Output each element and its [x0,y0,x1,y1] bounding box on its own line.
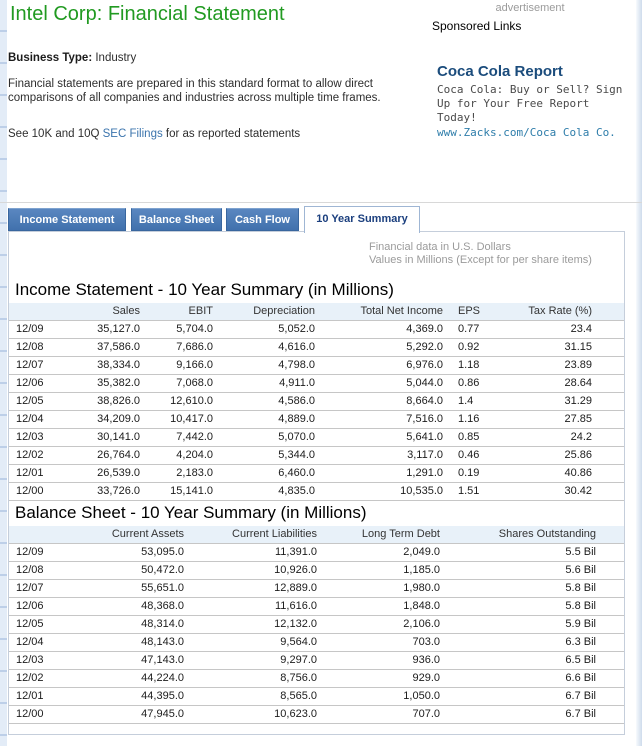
value-cell: 24.2 [503,429,624,447]
table-row [9,670,624,688]
business-type-value: Industry [95,52,137,64]
value-cell: 1,291.0 [315,465,443,483]
value-cell: 5,052.0 [213,321,315,339]
value-cell: 8,756.0 [184,670,317,688]
value-cell: 6,976.0 [315,357,443,375]
ad-body-line: Up for Your Free Report [437,97,590,110]
value-cell: 936.0 [317,652,440,670]
value-cell: 0.85 [443,429,503,447]
value-cell: 47,945.0 [57,706,184,724]
column-header: Total Net Income [315,303,443,321]
value-cell: 9,297.0 [184,652,317,670]
value-cell: 1.16 [443,411,503,429]
sec-filings-row [8,128,300,140]
value-cell: 0.46 [443,447,503,465]
column-header: Long Term Debt [317,526,440,544]
table-row [9,465,624,483]
year-cell: 12/03 [9,429,57,447]
value-cell: 7,442.0 [140,429,213,447]
column-header: Sales [57,303,140,321]
year-cell: 12/07 [9,580,57,598]
value-cell: 6.7 Bil [440,688,624,706]
value-cell: 38,826.0 [57,393,140,411]
data-notes [369,241,624,267]
tab-balance-sheet[interactable]: Balance Sheet [131,208,222,231]
year-cell: 12/01 [9,688,57,706]
value-cell: 5,641.0 [315,429,443,447]
business-type-row [8,52,136,64]
value-cell: 4,835.0 [213,483,315,501]
table-row [9,652,624,670]
value-cell: 6.7 Bil [440,706,624,724]
description-text [8,77,381,105]
tab-income-statement[interactable]: Income Statement [8,208,126,231]
table-row [9,562,624,580]
value-cell: 6.5 Bil [440,652,624,670]
description-line: Financial statements are prepared in this standard format to allow direct [8,78,373,90]
column-header: Current Assets [57,526,184,544]
value-cell: 5.8 Bil [440,598,624,616]
value-cell: 10,417.0 [140,411,213,429]
value-cell: 5.5 Bil [440,544,624,562]
year-cell: 12/08 [9,562,57,580]
year-cell: 12/02 [9,670,57,688]
value-cell: 10,926.0 [184,562,317,580]
table-row [9,688,624,706]
table-row [9,429,624,447]
value-cell: 9,564.0 [184,634,317,652]
balance-sheet-table [9,526,624,724]
value-cell: 26,539.0 [57,465,140,483]
value-cell: 12,132.0 [184,616,317,634]
value-cell: 1,185.0 [317,562,440,580]
value-cell: 44,224.0 [57,670,184,688]
column-header: Tax Rate (%) [503,303,624,321]
value-cell: 4,586.0 [213,393,315,411]
ad-title-link[interactable]: Coca Cola Report [437,63,563,80]
value-cell: 44,395.0 [57,688,184,706]
year-cell: 12/06 [9,375,57,393]
value-cell: 31.15 [503,339,624,357]
table-row [9,339,624,357]
sponsored-ad [437,63,635,139]
value-cell: 50,472.0 [57,562,184,580]
year-cell: 12/00 [9,483,57,501]
value-cell: 4,204.0 [140,447,213,465]
value-cell: 48,314.0 [57,616,184,634]
value-cell: 1,848.0 [317,598,440,616]
value-cell: 40.86 [503,465,624,483]
table-row [9,375,624,393]
sec-filings-link[interactable]: SEC Filings [102,128,163,140]
value-cell: 4,911.0 [213,375,315,393]
value-cell: 25.86 [503,447,624,465]
sec-filings-prefix: See 10K and 10Q [8,128,100,140]
value-cell: 9,166.0 [140,357,213,375]
value-cell: 5.6 Bil [440,562,624,580]
value-cell: 5,344.0 [213,447,315,465]
income-statement-heading: Income Statement - 10 Year Summary (in Millions) [15,280,394,299]
value-cell: 1.18 [443,357,503,375]
divider [0,202,642,203]
page-title: Intel Corp: Financial Statement [10,3,285,25]
value-cell: 703.0 [317,634,440,652]
value-cell: 6,460.0 [213,465,315,483]
value-cell: 23.89 [503,357,624,375]
value-cell: 15,141.0 [140,483,213,501]
value-cell: 4,798.0 [213,357,315,375]
value-cell: 1,980.0 [317,580,440,598]
value-cell: 11,616.0 [184,598,317,616]
value-cell: 1,050.0 [317,688,440,706]
value-cell: 0.92 [443,339,503,357]
year-cell: 12/01 [9,465,57,483]
page-right-edge [636,0,642,746]
year-cell: 12/07 [9,357,57,375]
value-cell: 30.42 [503,483,624,501]
year-cell: 12/00 [9,706,57,724]
table-row [9,706,624,724]
year-cell: 12/06 [9,598,57,616]
value-cell: 28.64 [503,375,624,393]
year-cell: 12/05 [9,616,57,634]
table-row [9,393,624,411]
value-cell: 7,068.0 [140,375,213,393]
value-cell: 4,889.0 [213,411,315,429]
value-cell: 2,183.0 [140,465,213,483]
table-row [9,616,624,634]
value-cell: 8,664.0 [315,393,443,411]
value-cell: 5,070.0 [213,429,315,447]
column-header [9,526,57,544]
value-cell: 5,704.0 [140,321,213,339]
ad-body-line: Coca Cola: Buy or Sell? Sign [437,83,623,96]
content-panel [8,231,625,735]
value-cell: 48,368.0 [57,598,184,616]
column-header: EPS [443,303,503,321]
value-cell: 12,889.0 [184,580,317,598]
value-cell: 6.3 Bil [440,634,624,652]
column-header: Current Liabilities [184,526,317,544]
year-cell: 12/09 [9,321,57,339]
balance-sheet-heading: Balance Sheet - 10 Year Summary (in Millions) [15,503,367,522]
value-cell: 3,117.0 [315,447,443,465]
value-cell: 5.8 Bil [440,580,624,598]
value-cell: 34,209.0 [57,411,140,429]
note-line: Values in Millions (Except for per share items) [369,254,592,266]
value-cell: 5.9 Bil [440,616,624,634]
table-header-row [9,526,624,544]
value-cell: 12,610.0 [140,393,213,411]
value-cell: 1.4 [443,393,503,411]
value-cell: 35,382.0 [57,375,140,393]
value-cell: 8,565.0 [184,688,317,706]
value-cell: 55,651.0 [57,580,184,598]
note-line: Financial data in U.S. Dollars [369,241,511,253]
value-cell: 53,095.0 [57,544,184,562]
column-header: Shares Outstanding [440,526,624,544]
column-header: EBIT [140,303,213,321]
table-row [9,598,624,616]
value-cell: 7,516.0 [315,411,443,429]
value-cell: 11,391.0 [184,544,317,562]
table-row [9,321,624,339]
table-header-row [9,303,624,321]
year-cell: 12/09 [9,544,57,562]
value-cell: 4,369.0 [315,321,443,339]
table-row [9,483,624,501]
table-row [9,634,624,652]
table-row [9,544,624,562]
value-cell: 33,726.0 [57,483,140,501]
year-cell: 12/04 [9,411,57,429]
year-cell: 12/02 [9,447,57,465]
table-row [9,580,624,598]
value-cell: 5,292.0 [315,339,443,357]
value-cell: 48,143.0 [57,634,184,652]
tab-10-year-summary[interactable]: 10 Year Summary [304,206,420,233]
year-cell: 12/05 [9,393,57,411]
value-cell: 27.85 [503,411,624,429]
value-cell: 10,623.0 [184,706,317,724]
value-cell: 23.4 [503,321,624,339]
value-cell: 37,586.0 [57,339,140,357]
value-cell: 7,686.0 [140,339,213,357]
table-row [9,357,624,375]
value-cell: 6.6 Bil [440,670,624,688]
year-cell: 12/03 [9,652,57,670]
value-cell: 5,044.0 [315,375,443,393]
year-cell: 12/08 [9,339,57,357]
value-cell: 929.0 [317,670,440,688]
value-cell: 4,616.0 [213,339,315,357]
value-cell: 0.19 [443,465,503,483]
value-cell: 0.77 [443,321,503,339]
column-header [9,303,57,321]
value-cell: 1.51 [443,483,503,501]
column-header: Depreciation [213,303,315,321]
table-row [9,447,624,465]
value-cell: 10,535.0 [315,483,443,501]
income-statement-table [9,303,624,501]
ad-body [437,83,635,125]
value-cell: 26,764.0 [57,447,140,465]
advertisement-label: advertisement [495,2,565,14]
table-row [9,411,624,429]
value-cell: 0.86 [443,375,503,393]
value-cell: 2,106.0 [317,616,440,634]
value-cell: 35,127.0 [57,321,140,339]
sec-filings-suffix: for as reported statements [165,128,301,140]
value-cell: 707.0 [317,706,440,724]
sponsored-links-label: Sponsored Links [432,19,522,33]
value-cell: 31.29 [503,393,624,411]
value-cell: 38,334.0 [57,357,140,375]
ad-url-link[interactable]: www.Zacks.com/Coca Cola Co. [437,126,616,139]
year-cell: 12/04 [9,634,57,652]
value-cell: 47,143.0 [57,652,184,670]
description-line: comparisons of all companies and industries across multiple time frames. [8,92,381,104]
business-type-label: Business Type: [8,52,93,64]
value-cell: 2,049.0 [317,544,440,562]
ad-body-line: Today! [437,111,477,124]
value-cell: 30,141.0 [57,429,140,447]
page-left-edge [0,0,7,746]
tab-cash-flow[interactable]: Cash Flow [226,208,299,231]
ad-column [425,2,635,139]
